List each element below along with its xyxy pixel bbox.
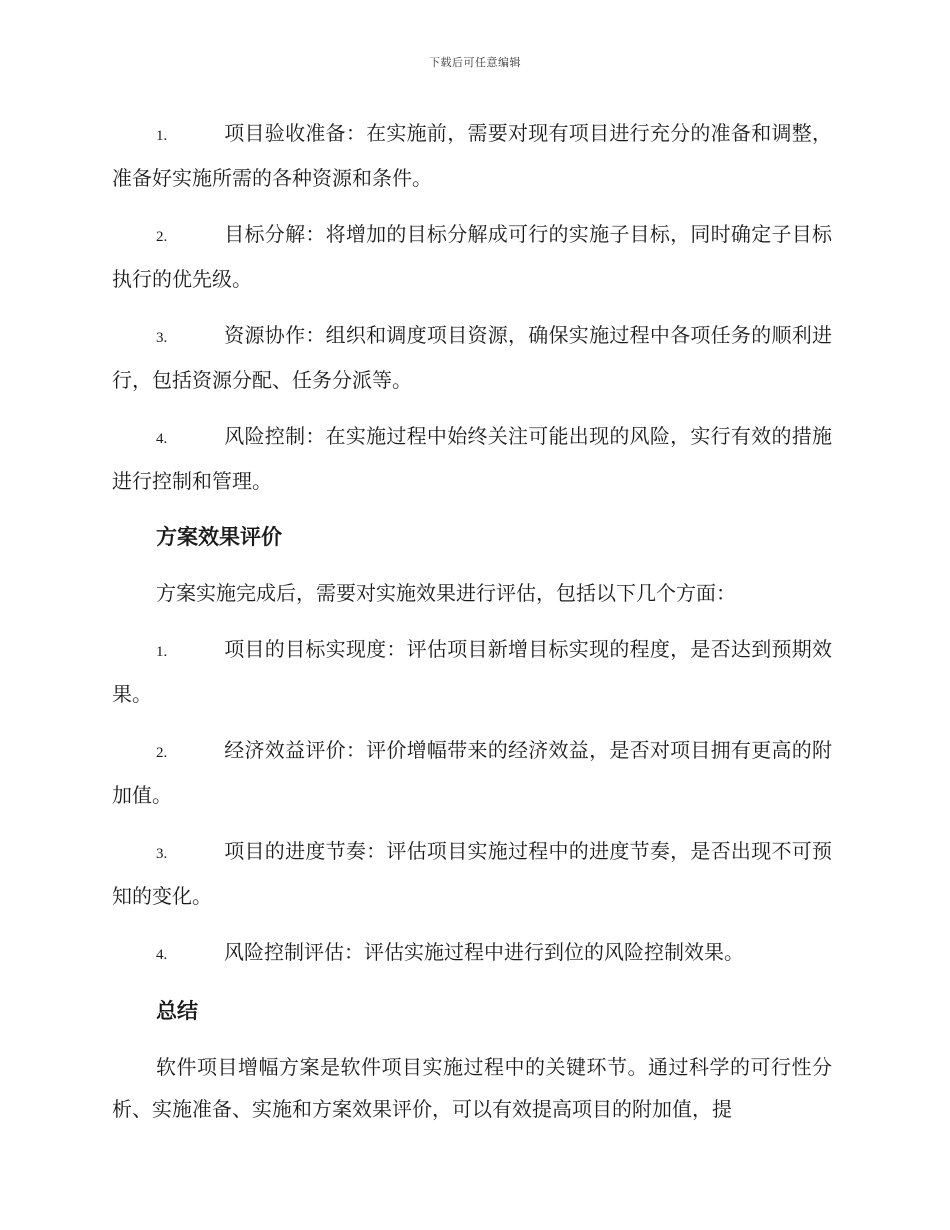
list-item bbox=[112, 628, 832, 715]
list-number: 3. bbox=[156, 330, 168, 346]
list-item bbox=[112, 830, 832, 917]
list-number: 1. bbox=[156, 128, 168, 144]
document-body bbox=[112, 112, 832, 1144]
list-number: 3. bbox=[156, 846, 168, 862]
summary-paragraph: 软件项目增幅方案是软件项目实施过程中的关键环节。通过科学的可行性分析、实施准备、实施和方案效果评价，可以有效提高项目的附加值，提 bbox=[112, 1055, 832, 1121]
list-text: 风险控制评估：评估实施过程中进行到位的风险控制效果。 bbox=[224, 940, 744, 964]
list-text: 资源协作：组织和调度项目资源，确保实施过程中各项任务的顺利进行，包括资源分配、任务分派等。 bbox=[112, 323, 832, 392]
section-heading-summary: 总结 bbox=[156, 999, 198, 1023]
list-item bbox=[112, 931, 832, 976]
list-number: 2. bbox=[156, 229, 168, 245]
list-number: 4. bbox=[156, 947, 168, 963]
list-item bbox=[112, 314, 832, 401]
list-number: 2. bbox=[156, 745, 168, 761]
page-header: 下载后可任意编辑 bbox=[429, 56, 521, 69]
list-text: 目标分解：将增加的目标分解成可行的实施子目标，同时确定子目标执行的优先级。 bbox=[112, 222, 832, 291]
list-item bbox=[112, 213, 832, 300]
list-item bbox=[112, 729, 832, 816]
list-text: 项目的目标实现度：评估项目新增目标实现的程度，是否达到预期效果。 bbox=[112, 637, 832, 706]
evaluation-intro: 方案实施完成后，需要对实施效果进行评估，包括以下几个方面： bbox=[156, 581, 736, 605]
list-text: 风险控制：在实施过程中始终关注可能出现的风险，实行有效的措施进行控制和管理。 bbox=[112, 424, 832, 493]
list-text: 项目的进度节奏：评估项目实施过程中的进度节奏，是否出现不可预知的变化。 bbox=[112, 839, 832, 908]
list-number: 1. bbox=[156, 644, 168, 660]
list-number: 4. bbox=[156, 431, 168, 447]
section-heading-evaluation: 方案效果评价 bbox=[156, 525, 282, 549]
list-item bbox=[112, 112, 832, 199]
list-text: 经济效益评价：评价增幅带来的经济效益，是否对项目拥有更高的附加值。 bbox=[112, 738, 832, 807]
list-item bbox=[112, 415, 832, 502]
list-text: 项目验收准备：在实施前，需要对现有项目进行充分的准备和调整，准备好实施所需的各种资源和条件。 bbox=[112, 121, 832, 190]
